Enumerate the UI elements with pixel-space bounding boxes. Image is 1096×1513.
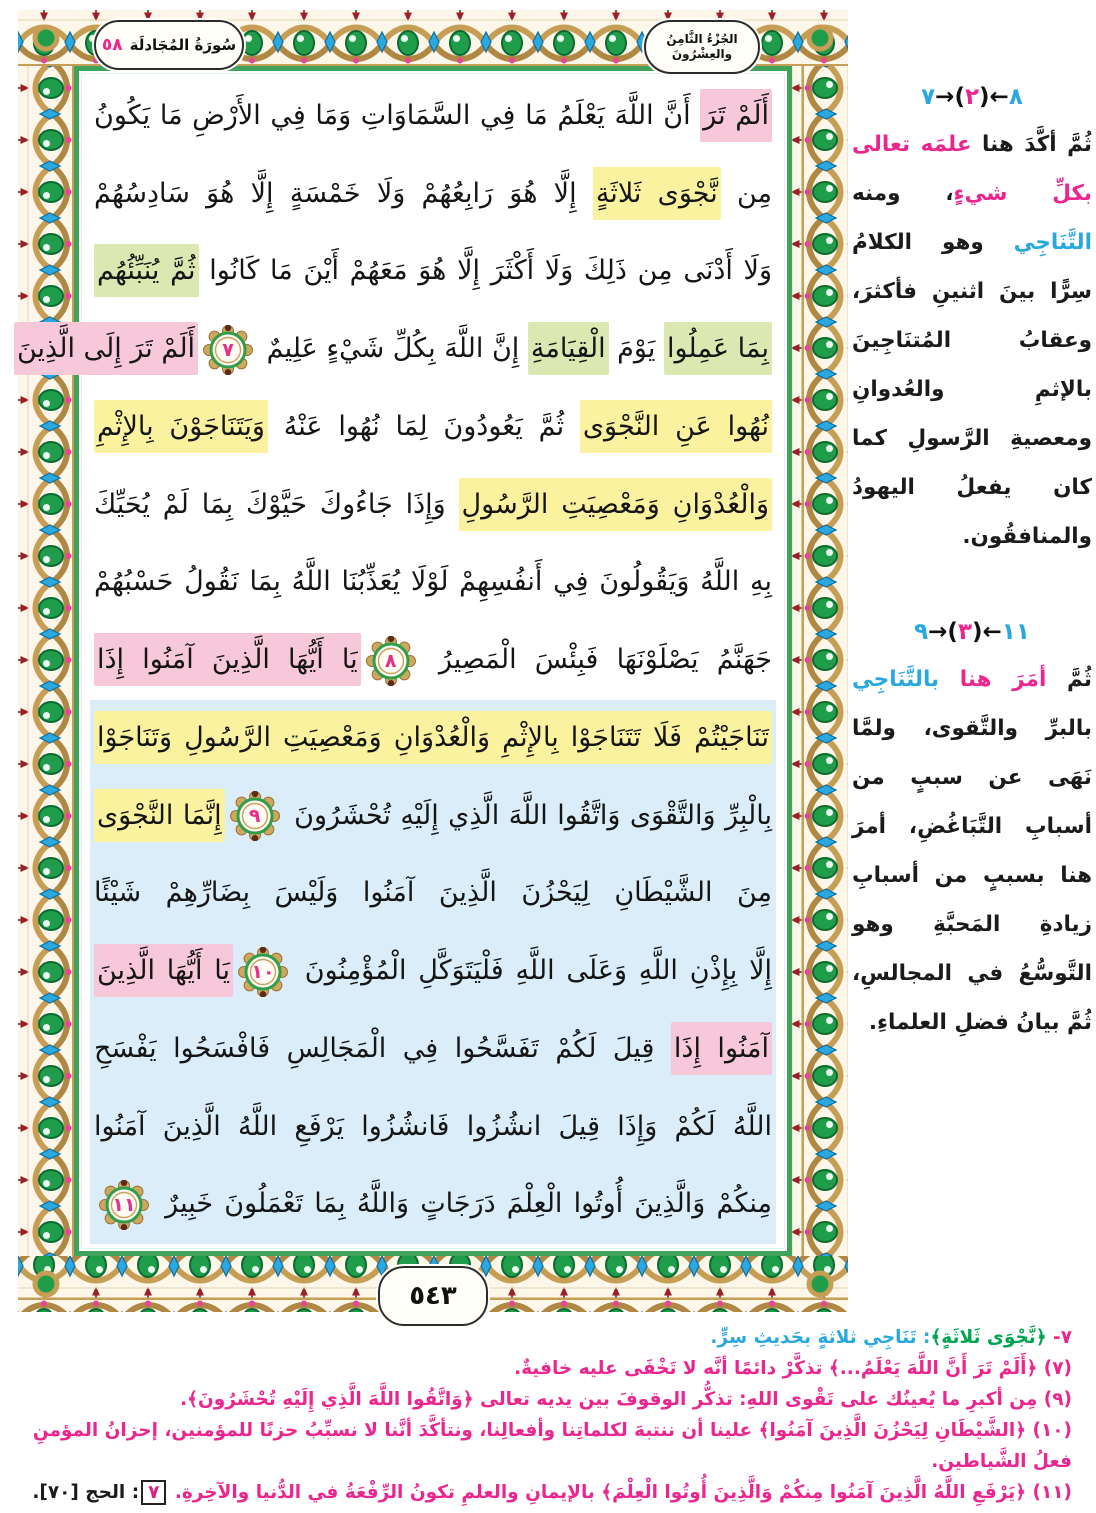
- quran-text-area: [16, 74, 784, 1248]
- footnote-segment: : الحج [٧٠].: [32, 1482, 140, 1503]
- highlighted-phrase: الْقِيَامَةِ: [528, 322, 609, 375]
- note-segment: بالبرِّ والتَّقوى، ولمَّا نَهَى عن سببٍ من أسبابِ التَّبَاغُضِ، أمرَ هنا بسببٍ من أسبابِ زيادةِ المَحبَّةِ وهو التَّوسُّعُ في المجالسِ، ثُمَّ بيانُ فضلِ العلماءِ.: [852, 716, 1092, 1035]
- quran-line: [90, 389, 776, 467]
- quran-line: [90, 1166, 776, 1244]
- quran-line: [90, 233, 776, 311]
- note-segment: ، ومنه: [852, 181, 954, 206]
- verse-marker: [366, 636, 416, 686]
- quran-text: [16, 78, 776, 1244]
- highlighted-phrase: يَا أَيُّهَا الَّذِينَ آمَنُوا إِذَا: [94, 633, 361, 686]
- quran-line: [90, 467, 776, 545]
- margin-note: [852, 84, 1092, 561]
- cross-reference-box: ٧: [141, 1480, 166, 1505]
- ayah-text: اللَّهُ لَكُمْ وَإِذَا قِيلَ انشُزُوا فَانشُزُوا يَرْفَعِ اللَّهُ الَّذِينَ آمَنُوا: [94, 1110, 772, 1142]
- ayah-text: أَنَّ اللَّهَ يَعْلَمُ مَا فِي السَّمَاوَاتِ وَمَا فِي الأَرْضِ مَا يَكُونُ: [94, 100, 701, 131]
- verse-number: ٩: [248, 805, 261, 828]
- quran-line: [90, 78, 776, 156]
- ayah-text: جَهَنَّمُ يَصْلَوْنَهَا فَبِئْسَ الْمَصِيرُ: [420, 644, 772, 676]
- quran-line: [90, 1089, 776, 1167]
- quran-line: [90, 855, 776, 933]
- quran-line: [16, 311, 776, 389]
- footnote-line: [24, 1477, 1072, 1508]
- page-number-cartouche: [378, 1266, 488, 1326]
- verse-number: ١١: [112, 1193, 136, 1216]
- highlighted-phrase: أَلَمْ تَرَ إِلَى الَّذِينَ: [14, 322, 198, 375]
- highlighted-phrase: إِنَّمَا النَّجْوَى: [94, 789, 225, 842]
- quran-line: [90, 778, 776, 856]
- surah-number: ٥٨: [101, 35, 123, 55]
- verse-marker: [238, 947, 288, 997]
- highlighted-phrase: نَّجْوَى ثَلاثَةٍ: [593, 167, 721, 220]
- verse-number: ١٠: [251, 960, 275, 983]
- margin-commentary: [852, 84, 1092, 1105]
- verse-marker: [230, 791, 280, 841]
- ayah-text: مِنكُمْ وَالَّذِينَ أُوتُوا الْعِلْمَ دَرَجَاتٍ وَاللَّهُ بِمَا تَعْمَلُونَ خَبِيرٌ: [154, 1188, 772, 1220]
- footnote-segment: (١١) ﴿يَرْفَعِ اللَّهُ الَّذِينَ آمَنُوا مِنكُمْ وَالَّذِينَ أُوتُوا الْعِلْمَ﴾ بالإيمانِ والعلمِ تكونُ الرِّفْعَةُ في الدُّنيا والآخِرةِ.: [168, 1482, 1072, 1503]
- footnote-segment: ﴿نَّجْوَى ثَلاثَةٍ﴾: [930, 1327, 1047, 1348]
- verse-marker: [203, 325, 253, 375]
- ayah-text: مِن: [720, 177, 772, 209]
- verse-number: ٨: [384, 649, 397, 672]
- ayah-text: إِلَّا بِإِذْنِ اللَّهِ وَعَلَى اللَّهِ فَلْيَتَوَكَّلِ الْمُؤْمِنُونَ: [293, 955, 773, 987]
- ayah-text: وَإِذَا جَاءُوكَ حَيَّوْكَ بِمَا لَمْ يُحَيِّكَ: [94, 488, 459, 520]
- page-number: ٥٤٣: [409, 1281, 457, 1311]
- footnote-segment: ٧-: [1046, 1327, 1072, 1348]
- highlighted-phrase: أَلَمْ تَرَ: [700, 89, 772, 142]
- note-segment: ثُمَّ أكَّدَ هنا: [971, 132, 1093, 157]
- ayah-text: قِيلَ لَكُمْ تَفَسَّحُوا فِي الْمَجَالِسِ فَافْسَحُوا يَفْسَحِ: [94, 1032, 671, 1064]
- note-segment: ثُمَّ: [1046, 667, 1092, 692]
- margin-note: [852, 619, 1092, 1047]
- margin-note-text: [852, 655, 1092, 1047]
- note-segment: بالتَّنَاجِي: [852, 667, 940, 692]
- quran-line: [90, 1011, 776, 1089]
- highlighted-phrase: وَيَتَنَاجَوْنَ بِالإِثْمِ: [94, 400, 268, 453]
- footnote-segment: (١٠) ﴿الشَّيْطَانِ لِيَحْزُنَ الَّذِينَ آمَنُوا﴾ علينا أن ننتبهَ لكلماتِنا وأفعالِنا، ونتأكَّدَ أنَّنا لا نسبِّبُ حزنًا للمؤمنين، إحزانُ المؤمنِ فعلُ الشَّياطين.: [32, 1420, 1072, 1472]
- footnotes: [24, 1322, 1072, 1508]
- quran-line: [90, 933, 776, 1011]
- highlighted-phrase: آمَنُوا إِذَا: [671, 1022, 772, 1075]
- ayah-text: بِهِ اللَّهُ وَيَقُولُونَ فِي أَنفُسِهِمْ لَوْلَا يُعَذِّبُنَا اللَّهُ بِمَا نَقُولُ حَسْبُهُمْ: [94, 566, 772, 598]
- verse-marker: [99, 1180, 149, 1230]
- footnote-line: [24, 1322, 1072, 1353]
- highlighted-phrase: نُهُوا عَنِ النَّجْوَى: [580, 400, 772, 453]
- verse-range-header: ١١←(٣)→٩: [914, 619, 1030, 645]
- quran-line: [90, 156, 776, 234]
- ayah-text: يَوْمَ: [608, 333, 664, 365]
- surah-title: سُورَةُ المُجَادلَة: [129, 36, 237, 54]
- highlighted-phrase: بِمَا عَمِلُوا: [664, 322, 772, 375]
- quran-line: [90, 544, 776, 622]
- ayah-text: إِلَّا هُوَ رَابِعُهُمْ وَلَا خَمْسَةٍ إِلَّا هُوَ سَادِسُهُمْ: [94, 177, 593, 209]
- verse-number: ٧: [222, 338, 234, 361]
- highlighted-phrase: يَا أَيُّهَا الَّذِينَ: [94, 944, 233, 997]
- mushaf-page: [18, 10, 848, 1312]
- note-segment: أمَرَ هنا: [939, 667, 1047, 692]
- margin-note-text: [852, 120, 1092, 561]
- footnote-segment: : تَنَاجِي ثلاثةٍ بحَديثِ سِرٍّ.: [710, 1327, 931, 1348]
- note-segment: علمَه تعالى بكلِّ شيءٍ: [852, 132, 1092, 206]
- ayah-text: وَلَا أَدْنَى مِن ذَلِكَ وَلَا أَكْثَرَ إِلَّا هُوَ مَعَهُمْ أَيْنَ مَا كَانُوا: [198, 255, 772, 287]
- footnote-line: [24, 1415, 1072, 1477]
- surah-title-cartouche: [94, 20, 244, 70]
- highlighted-phrase: وَالْعُدْوَانِ وَمَعْصِيَتِ الرَّسُولِ: [459, 478, 772, 531]
- footnote-line: [24, 1384, 1072, 1415]
- verse-range-header: ٨←(٢)→٧: [921, 84, 1023, 110]
- highlighted-phrase: ثُمَّ يُنَبِّئُهُم: [94, 244, 199, 297]
- ayah-text: إِنَّ اللَّهَ بِكُلِّ شَيْءٍ عَلِيمٌ: [258, 333, 528, 365]
- footnote-segment: (٧) ﴿أَلَمْ تَرَ أَنَّ اللَّهَ يَعْلَمُ...﴾ تذكَّرْ دائمًا أنَّه لا تَخْفَى عليه خافيةٌ.: [514, 1358, 1072, 1379]
- juz-title: الجُزْءُ الثَّامِنُ والعِشْرُونَ: [666, 32, 738, 61]
- juz-title-cartouche: [644, 20, 760, 74]
- quran-line: [90, 700, 776, 778]
- ayah-text: ثُمَّ يَعُودُونَ لِمَا نُهُوا عَنْهُ: [267, 410, 580, 442]
- footnote-segment: (٩) مِن أكبرِ ما يُعينُك على تَقْوى اللهِ: تذكُّر الوقوفَ بين يديه تعالى ﴿وَاتَّقُوا اللَّهَ الَّذِي إِلَيْهِ تُحْشَرُونَ﴾.: [180, 1389, 1072, 1410]
- footnote-line: [24, 1353, 1072, 1384]
- ayah-text: بِالْبِرِّ وَالتَّقْوَى وَاتَّقُوا اللَّهَ الَّذِي إِلَيْهِ تُحْشَرُونَ: [284, 799, 772, 831]
- ayah-text: مِنَ الشَّيْطَانِ لِيَحْزُنَ الَّذِينَ آمَنُوا وَلَيْسَ بِضَارِّهِمْ شَيْئًا: [94, 877, 772, 909]
- note-segment: وهو الكلامُ سِرًّا بينَ اثنينِ فأكثرَ، وعقابُ المُتنَاجِينَ بالإثمِ والعُدوانِ ومعصيةِ الرَّسولِ كما كان يفعلُ اليهودُ والمنافقُون.: [852, 230, 1092, 549]
- note-segment: التَّنَاجِي: [1013, 230, 1092, 255]
- highlighted-phrase: تَنَاجَيْتُمْ فَلَا تَتَنَاجَوْا بِالإِثْمِ وَالْعُدْوَانِ وَمَعْصِيَتِ الرَّسُولِ وَتَنَاجَوْا: [94, 711, 772, 764]
- quran-line: [90, 622, 776, 700]
